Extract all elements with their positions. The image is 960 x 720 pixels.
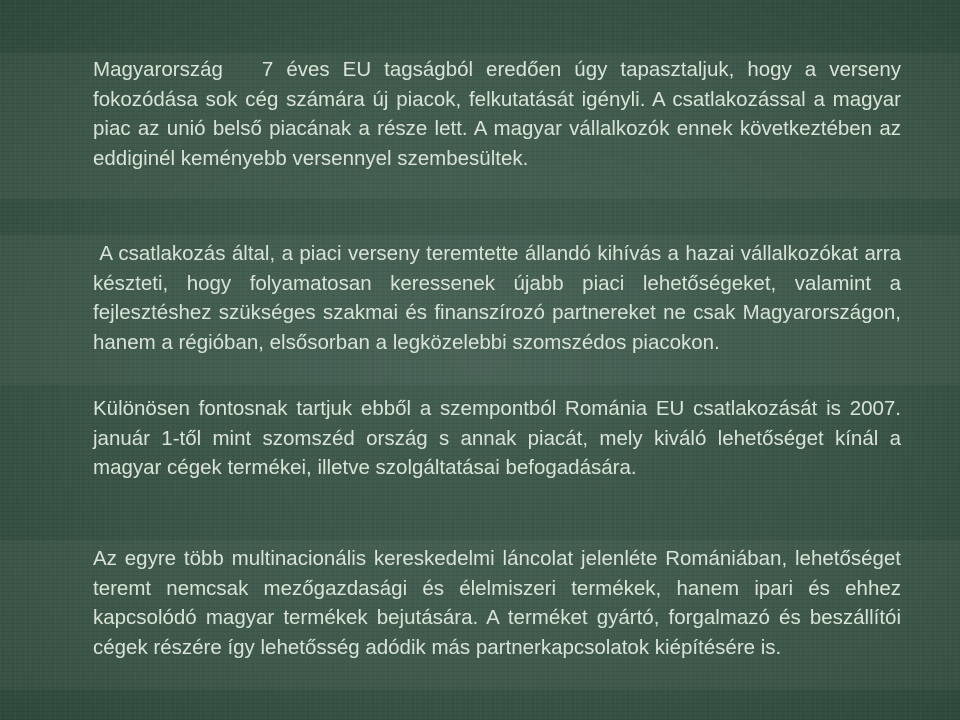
paragraph-romania-accession: Különösen fontosnak tartjuk ebből a szempontból Románia EU csatlakozását is 2007. január 1-től mint szomszéd ország s annak piacát, mely kiváló lehetőséget kínál a magyar cégek termékei, illetve szolgáltatásai befogadására. xyxy=(93,397,901,479)
paragraph-multinational-chains: Az egyre több multinacionális kereskedelmi láncolat jelenléte Romániában, lehetőséget teremt nemcsak mezőgazdasági és élelmiszeri termékek, hanem ipari és ehhez kapcsolódó magyar termékek bejutására. A terméket gyártó, forgalmazó és beszállítói cégek részére így lehetősség adódik más partnerkapcsolatok kiépítésére is. xyxy=(93,547,901,659)
paragraph-eu-membership: Magyarország 7 éves EU tagságból eredően úgy tapasztaljuk, hogy a verseny fokozódása sok cég számára új piacok, felkutatását igényli. A csatlakozással a magyar piac az unió belső piacának a része lett. A magyar vállalkozók ennek következtében az eddiginél keményebb versennyel szembesültek. xyxy=(93,58,907,170)
paragraph-accession-challenge: A csatlakozás által, a piaci verseny teremtette állandó kihívás a hazai vállalkozókat arra készteti, hogy folyamatosan keressenek újabb piaci lehetőségeket, valamint a fejlesztéshez szükséges szakmai és finanszírozó partnereket ne csak Magyarországon, hanem a régióban, elsősorban a legközelebbi szomszédos piacokon. xyxy=(93,242,907,354)
